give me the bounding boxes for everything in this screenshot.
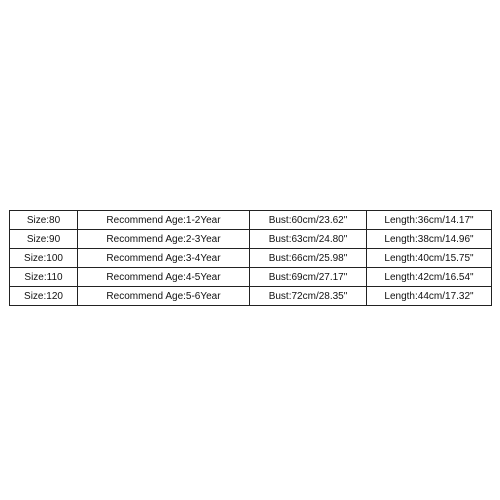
- recommend-age-cell: Recommend Age:5-6Year: [78, 287, 250, 306]
- bust-cell: Bust:69cm/27.17": [250, 268, 367, 287]
- length-cell: Length:42cm/16.54": [367, 268, 492, 287]
- table-row: [10, 211, 492, 230]
- recommend-age-cell: Recommend Age:3-4Year: [78, 249, 250, 268]
- size-cell: Size:100: [10, 249, 78, 268]
- recommend-age-cell: Recommend Age:2-3Year: [78, 230, 250, 249]
- recommend-age-cell: Recommend Age:1-2Year: [78, 211, 250, 230]
- bust-cell: Bust:63cm/24.80": [250, 230, 367, 249]
- recommend-age-cell: Recommend Age:4-5Year: [78, 268, 250, 287]
- length-cell: Length:38cm/14.96": [367, 230, 492, 249]
- size-cell: Size:90: [10, 230, 78, 249]
- length-cell: Length:44cm/17.32": [367, 287, 492, 306]
- table-row: [10, 230, 492, 249]
- bust-cell: Bust:60cm/23.62": [250, 211, 367, 230]
- bust-cell: Bust:66cm/25.98": [250, 249, 367, 268]
- size-chart-table: [9, 210, 492, 306]
- table-row: [10, 287, 492, 306]
- size-cell: Size:120: [10, 287, 78, 306]
- size-cell: Size:80: [10, 211, 78, 230]
- table-row: [10, 249, 492, 268]
- length-cell: Length:40cm/15.75": [367, 249, 492, 268]
- bust-cell: Bust:72cm/28.35": [250, 287, 367, 306]
- length-cell: Length:36cm/14.17": [367, 211, 492, 230]
- size-cell: Size:110: [10, 268, 78, 287]
- table-row: [10, 268, 492, 287]
